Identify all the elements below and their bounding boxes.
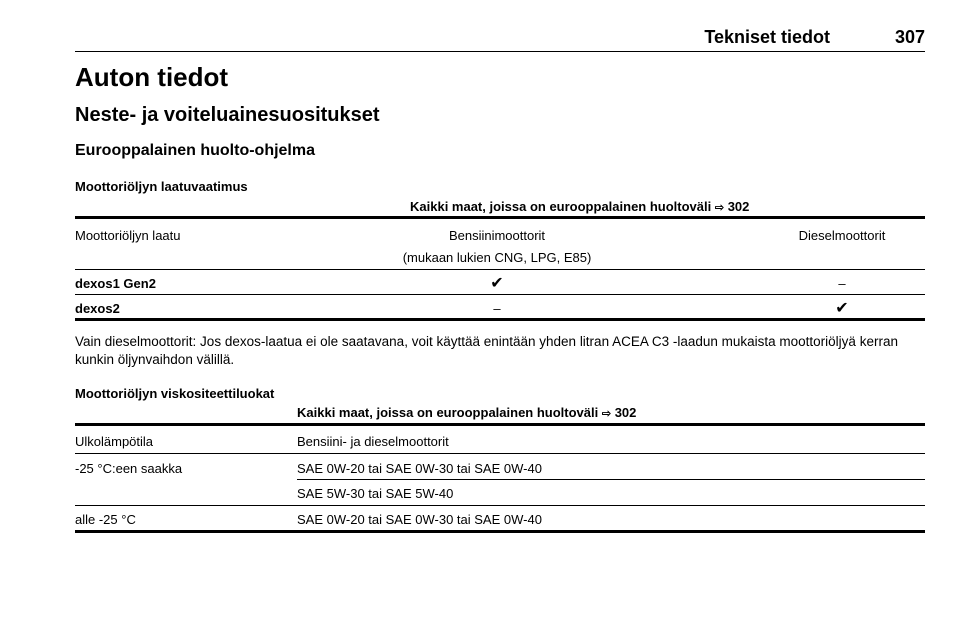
table2-row2-oil: SAE 5W-30 tai SAE 5W-40	[297, 486, 454, 501]
page-header	[75, 27, 925, 52]
table2-caption-text: Kaikki maat, joissa on eurooppalainen huoltoväli	[297, 405, 599, 420]
table2-col-oil: Bensiini- ja dieselmoottorit	[297, 434, 449, 449]
table1-header-rule	[75, 269, 925, 270]
page-title: Auton tiedot	[75, 62, 229, 92]
section-title: Eurooppalainen huolto-ohjelma	[75, 142, 315, 159]
table1-col-diesel: Dieselmoottorit	[798, 228, 886, 243]
check-icon: ✔	[835, 300, 849, 317]
table2-row1-temp: -25 °C:een saakka	[75, 461, 183, 476]
table2-caption	[297, 405, 636, 420]
table2-row-rule	[75, 505, 925, 506]
table2-row3-oil: SAE 0W-20 tai SAE 0W-30 tai SAE 0W-40	[297, 512, 542, 527]
table2-col-temp: Ulkolämpötila	[75, 434, 154, 449]
table2-header-rule	[75, 453, 925, 454]
table1-top-rule	[75, 216, 925, 219]
table1-col-quality: Moottoriöljyn laatu	[75, 228, 181, 243]
note-paragraph: Vain dieselmoottorit: Jos dexos-laatua ei ole saatavana, voit käyttää enintään yhden litran ACEA C3 -laadun mukaista moottoriöljyä kerran kunkin öljynvaihdon välillä.	[75, 334, 898, 367]
check-icon: ✔	[490, 275, 504, 292]
table1-row2-petrol: –	[493, 301, 501, 316]
table1-heading: Moottoriöljyn laatuvaatimus	[75, 179, 248, 194]
table1-row1-name: dexos1 Gen2	[75, 276, 156, 291]
table1-bottom-rule	[75, 318, 925, 321]
table2-caption-ref[interactable]: 302	[614, 405, 637, 420]
table1-row1-diesel: –	[838, 276, 846, 291]
page-number: 307	[894, 27, 925, 47]
table1-caption-text: Kaikki maat, joissa on eurooppalainen huoltoväli	[410, 199, 712, 214]
table2-row1-oil: SAE 0W-20 tai SAE 0W-30 tai SAE 0W-40	[297, 461, 542, 476]
table2-heading: Moottoriöljyn viskositeettiluokat	[75, 386, 275, 401]
table2-top-rule	[75, 423, 925, 426]
arrow-right-icon: ⇨	[714, 202, 725, 214]
subtitle: Neste- ja voiteluainesuositukset	[75, 104, 380, 126]
table1-row-rule	[75, 294, 925, 295]
table2-row-rule	[297, 479, 925, 480]
table1-subheader: (mukaan lukien CNG, LPG, E85)	[402, 250, 592, 265]
table2-row3-temp: alle -25 °C	[75, 512, 136, 527]
table2-bottom-rule	[75, 530, 925, 533]
table1-row2-name: dexos2	[75, 301, 120, 316]
table1-col-petrol: Bensiinimoottorit	[448, 228, 546, 243]
table1-caption-ref[interactable]: 302	[727, 199, 750, 214]
arrow-right-icon: ⇨	[601, 408, 612, 420]
section-name: Tekniset tiedot	[704, 27, 830, 47]
table1-caption	[410, 199, 749, 214]
